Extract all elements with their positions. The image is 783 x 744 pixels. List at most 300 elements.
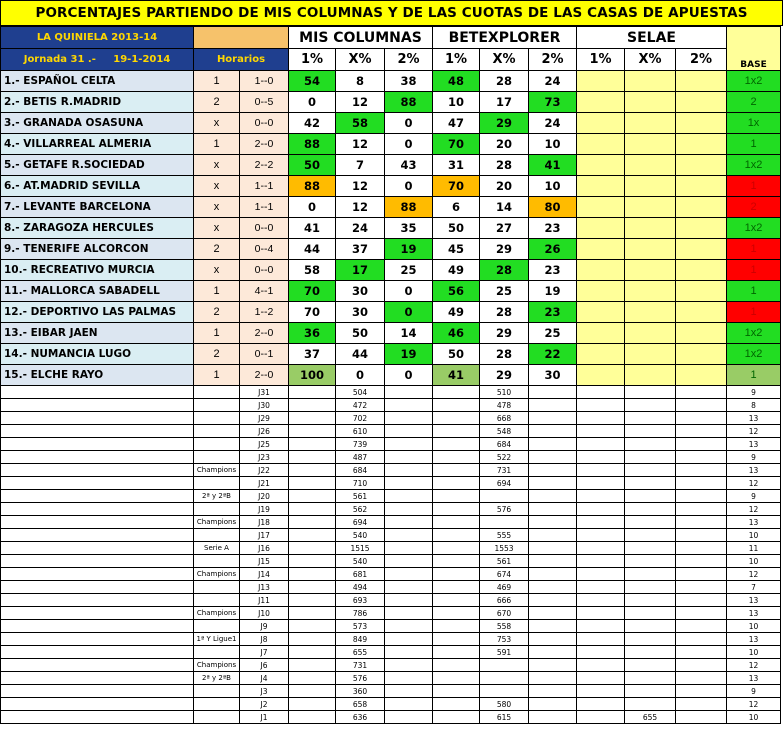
history-bet: 694 [480, 477, 529, 490]
mis-columnas-value: 30 [336, 302, 385, 323]
mis-columnas-value: 58 [336, 113, 385, 134]
history-empty [1, 594, 194, 607]
history-empty [433, 451, 480, 464]
history-empty [385, 711, 433, 724]
history-empty [529, 542, 577, 555]
betexplorer-value: 29 [480, 323, 529, 344]
base-value: 1x [727, 113, 781, 134]
history-mis: 540 [336, 529, 385, 542]
history-empty [433, 477, 480, 490]
history-base: 12 [727, 425, 781, 438]
history-mis: 561 [336, 490, 385, 503]
sub-header: 1% [577, 49, 625, 71]
history-empty [1, 477, 194, 490]
history-bet: 674 [480, 568, 529, 581]
history-mis: 494 [336, 581, 385, 594]
date-label: 19-1-2014 [113, 54, 171, 65]
history-jornada: J29 [240, 412, 289, 425]
mis-columnas-value: 0 [385, 365, 433, 386]
history-empty [1, 386, 194, 399]
mis-columnas-value: 12 [336, 176, 385, 197]
history-empty [676, 438, 727, 451]
match-name: 10.- RECREATIVO MURCIA [1, 260, 194, 281]
match-row [1, 239, 781, 260]
history-base: 13 [727, 672, 781, 685]
base-header: BASE [727, 27, 781, 71]
horarios-header: Horarios [194, 49, 289, 71]
history-empty [1, 633, 194, 646]
betexplorer-value: 50 [433, 218, 480, 239]
betexplorer-value: 29 [480, 365, 529, 386]
history-row [1, 464, 781, 477]
history-jornada: J1 [240, 711, 289, 724]
history-selae [625, 659, 676, 672]
history-empty [289, 659, 336, 672]
history-empty [289, 646, 336, 659]
history-empty [433, 542, 480, 555]
history-row [1, 451, 781, 464]
history-note [194, 412, 240, 425]
selae-value [625, 281, 676, 302]
history-empty [385, 503, 433, 516]
history-empty [1, 555, 194, 568]
history-mis: 576 [336, 672, 385, 685]
history-jornada: J14 [240, 568, 289, 581]
history-mis: 610 [336, 425, 385, 438]
base-value: 1 [727, 239, 781, 260]
history-jornada: J23 [240, 451, 289, 464]
history-note: Champions [194, 516, 240, 529]
selae-value [676, 323, 727, 344]
selae-value [676, 281, 727, 302]
history-empty [529, 711, 577, 724]
history-empty [529, 399, 577, 412]
history-empty [385, 386, 433, 399]
history-jornada: J8 [240, 633, 289, 646]
history-jornada: J4 [240, 672, 289, 685]
match-result: 2--0 [240, 134, 289, 155]
selae-value [625, 71, 676, 92]
betexplorer-value: 28 [480, 344, 529, 365]
history-empty [529, 464, 577, 477]
history-empty [385, 464, 433, 477]
history-empty [529, 568, 577, 581]
mis-columnas-value: 42 [289, 113, 336, 134]
match-name: 2.- BETIS R.MADRID [1, 92, 194, 113]
history-bet: 1553 [480, 542, 529, 555]
sub-header: 1% [433, 49, 480, 71]
history-selae [625, 568, 676, 581]
history-bet: 561 [480, 555, 529, 568]
betexplorer-value: 70 [433, 134, 480, 155]
history-empty [385, 659, 433, 672]
history-empty [1, 529, 194, 542]
history-empty [385, 438, 433, 451]
history-jornada: J7 [240, 646, 289, 659]
history-empty [1, 620, 194, 633]
history-empty [577, 425, 625, 438]
betexplorer-value: 6 [433, 197, 480, 218]
history-bet: 469 [480, 581, 529, 594]
history-empty [577, 399, 625, 412]
history-empty [577, 477, 625, 490]
history-selae [625, 581, 676, 594]
betexplorer-value: 10 [433, 92, 480, 113]
betexplorer-value: 46 [433, 323, 480, 344]
match-name: 12.- DEPORTIVO LAS PALMAS [1, 302, 194, 323]
history-empty [433, 711, 480, 724]
history-empty [289, 698, 336, 711]
history-empty [289, 490, 336, 503]
betexplorer-value: 73 [529, 92, 577, 113]
history-empty [289, 555, 336, 568]
history-bet: 576 [480, 503, 529, 516]
match-result: 1--1 [240, 176, 289, 197]
history-selae [625, 607, 676, 620]
history-row [1, 568, 781, 581]
mis-columnas-value: 24 [336, 218, 385, 239]
history-empty [433, 659, 480, 672]
history-selae [625, 399, 676, 412]
history-selae [625, 386, 676, 399]
history-empty [433, 503, 480, 516]
history-jornada: J2 [240, 698, 289, 711]
base-value: 1x2 [727, 344, 781, 365]
betexplorer-value: 24 [529, 113, 577, 134]
history-bet: 731 [480, 464, 529, 477]
history-empty [676, 516, 727, 529]
selae-value [625, 113, 676, 134]
match-sign: 2 [194, 92, 240, 113]
mis-columnas-value: 0 [336, 365, 385, 386]
selae-value [577, 365, 625, 386]
sub-header: X% [336, 49, 385, 71]
history-empty [529, 386, 577, 399]
base-value: 1 [727, 134, 781, 155]
history-empty [577, 607, 625, 620]
betexplorer-value: 41 [529, 155, 577, 176]
history-jornada: J25 [240, 438, 289, 451]
history-row [1, 594, 781, 607]
history-mis: 710 [336, 477, 385, 490]
history-mis: 739 [336, 438, 385, 451]
history-empty [676, 399, 727, 412]
history-empty [529, 594, 577, 607]
history-empty [289, 516, 336, 529]
selae-value [625, 197, 676, 218]
history-empty [529, 451, 577, 464]
history-mis: 562 [336, 503, 385, 516]
history-empty [433, 581, 480, 594]
mis-columnas-value: 17 [336, 260, 385, 281]
history-note [194, 555, 240, 568]
betexplorer-value: 29 [480, 113, 529, 134]
history-empty [1, 698, 194, 711]
history-row [1, 542, 781, 555]
base-value: 1x2 [727, 71, 781, 92]
history-empty [433, 386, 480, 399]
history-empty [385, 399, 433, 412]
history-empty [1, 568, 194, 581]
mis-columnas-value: 7 [336, 155, 385, 176]
history-empty [289, 607, 336, 620]
mis-columnas-value: 58 [289, 260, 336, 281]
history-empty [529, 685, 577, 698]
history-note [194, 438, 240, 451]
history-row [1, 607, 781, 620]
match-sign: 1 [194, 134, 240, 155]
history-empty [385, 568, 433, 581]
history-note [194, 594, 240, 607]
history-empty [577, 464, 625, 477]
history-empty [676, 542, 727, 555]
history-note: Champions [194, 568, 240, 581]
history-empty [1, 412, 194, 425]
sub-header: 2% [529, 49, 577, 71]
history-note [194, 698, 240, 711]
history-empty [433, 412, 480, 425]
history-bet: 670 [480, 607, 529, 620]
betexplorer-value: 49 [433, 302, 480, 323]
selae-value [625, 239, 676, 260]
history-empty [289, 685, 336, 698]
selae-value [625, 155, 676, 176]
history-selae [625, 529, 676, 542]
history-empty [289, 711, 336, 724]
history-empty [385, 490, 433, 503]
history-mis: 636 [336, 711, 385, 724]
history-selae [625, 412, 676, 425]
betexplorer-value: 25 [529, 323, 577, 344]
history-selae [625, 464, 676, 477]
betexplorer-value: 30 [529, 365, 577, 386]
betexplorer-value: 50 [433, 344, 480, 365]
jornada-label: Jornada 31 .- [23, 54, 96, 65]
history-empty [1, 607, 194, 620]
history-row [1, 516, 781, 529]
history-note [194, 685, 240, 698]
betexplorer-value: 28 [480, 260, 529, 281]
history-row [1, 646, 781, 659]
history-empty [289, 620, 336, 633]
base-value: 1 [727, 302, 781, 323]
history-empty [385, 529, 433, 542]
match-result: 0--0 [240, 260, 289, 281]
mis-columnas-value: 88 [289, 176, 336, 197]
betexplorer-value: 23 [529, 260, 577, 281]
history-base: 9 [727, 685, 781, 698]
history-empty [577, 633, 625, 646]
history-empty [577, 438, 625, 451]
history-jornada: J22 [240, 464, 289, 477]
history-empty [289, 386, 336, 399]
history-row [1, 555, 781, 568]
betexplorer-value: 22 [529, 344, 577, 365]
history-note [194, 477, 240, 490]
history-empty [577, 659, 625, 672]
history-empty [529, 581, 577, 594]
match-result: 2--0 [240, 323, 289, 344]
history-row [1, 685, 781, 698]
history-empty [529, 529, 577, 542]
match-name: 15.- ELCHE RAYO [1, 365, 194, 386]
history-empty [289, 438, 336, 451]
history-jornada: J26 [240, 425, 289, 438]
match-result: 2--0 [240, 365, 289, 386]
match-sign: 1 [194, 365, 240, 386]
history-empty [433, 516, 480, 529]
history-empty [289, 542, 336, 555]
history-empty [676, 620, 727, 633]
history-mis: 504 [336, 386, 385, 399]
mis-columnas-value: 0 [289, 92, 336, 113]
history-empty [577, 516, 625, 529]
mis-columnas-value: 88 [289, 134, 336, 155]
match-row [1, 218, 781, 239]
history-note: Champions [194, 659, 240, 672]
mis-columnas-value: 38 [385, 71, 433, 92]
history-jornada: J21 [240, 477, 289, 490]
betexplorer-value: 47 [433, 113, 480, 134]
group-mis-columnas: MIS COLUMNAS [289, 27, 433, 49]
betexplorer-value: 26 [529, 239, 577, 260]
history-base: 13 [727, 633, 781, 646]
base-value: 1 [727, 260, 781, 281]
selae-value [676, 113, 727, 134]
history-selae [625, 646, 676, 659]
selae-value [676, 239, 727, 260]
history-empty [433, 633, 480, 646]
history-empty [676, 659, 727, 672]
history-base: 12 [727, 503, 781, 516]
selae-value [676, 218, 727, 239]
history-mis: 487 [336, 451, 385, 464]
history-mis: 694 [336, 516, 385, 529]
history-mis: 693 [336, 594, 385, 607]
history-base: 9 [727, 451, 781, 464]
history-jornada: J19 [240, 503, 289, 516]
match-sign: x [194, 113, 240, 134]
mis-columnas-value: 0 [289, 197, 336, 218]
history-bet: 555 [480, 529, 529, 542]
history-empty [385, 633, 433, 646]
mis-columnas-value: 43 [385, 155, 433, 176]
history-empty [433, 490, 480, 503]
base-value: 1x2 [727, 323, 781, 344]
history-empty [577, 542, 625, 555]
betexplorer-value: 80 [529, 197, 577, 218]
history-note [194, 529, 240, 542]
history-mis: 731 [336, 659, 385, 672]
history-selae [625, 438, 676, 451]
mis-columnas-value: 0 [385, 302, 433, 323]
history-base: 12 [727, 659, 781, 672]
selae-value [676, 134, 727, 155]
match-sign: x [194, 197, 240, 218]
match-result: 0--0 [240, 113, 289, 134]
history-row [1, 620, 781, 633]
history-row [1, 581, 781, 594]
history-base: 10 [727, 529, 781, 542]
match-row [1, 176, 781, 197]
match-name: 8.- ZARAGOZA HERCULES [1, 218, 194, 239]
history-empty [577, 594, 625, 607]
history-empty [1, 438, 194, 451]
selae-value [577, 281, 625, 302]
history-jornada: J16 [240, 542, 289, 555]
match-sign: 2 [194, 239, 240, 260]
mis-columnas-value: 35 [385, 218, 433, 239]
history-empty [385, 646, 433, 659]
mis-columnas-value: 14 [385, 323, 433, 344]
history-base: 12 [727, 477, 781, 490]
mis-columnas-value: 37 [289, 344, 336, 365]
history-note [194, 711, 240, 724]
base-value: 2 [727, 197, 781, 218]
history-jornada: J30 [240, 399, 289, 412]
history-empty [676, 503, 727, 516]
base-value: 1 [727, 281, 781, 302]
selae-value [676, 92, 727, 113]
history-empty [529, 412, 577, 425]
match-name: 5.- GETAFE R.SOCIEDAD [1, 155, 194, 176]
history-empty [1, 490, 194, 503]
history-selae [625, 477, 676, 490]
betexplorer-value: 20 [480, 176, 529, 197]
match-name: 1.- ESPAÑOL CELTA [1, 71, 194, 92]
history-empty [289, 412, 336, 425]
history-bet [480, 685, 529, 698]
match-row [1, 113, 781, 134]
sub-header: 1% [289, 49, 336, 71]
selae-value [625, 260, 676, 281]
sub-header: X% [480, 49, 529, 71]
history-empty [676, 412, 727, 425]
betexplorer-value: 49 [433, 260, 480, 281]
betexplorer-value: 10 [529, 134, 577, 155]
history-row [1, 490, 781, 503]
mis-columnas-value: 44 [336, 344, 385, 365]
history-empty [433, 685, 480, 698]
history-row [1, 672, 781, 685]
history-empty [433, 646, 480, 659]
mis-columnas-value: 12 [336, 134, 385, 155]
betexplorer-value: 31 [433, 155, 480, 176]
match-name: 7.- LEVANTE BARCELONA [1, 197, 194, 218]
history-row [1, 386, 781, 399]
history-mis: 786 [336, 607, 385, 620]
history-selae [625, 698, 676, 711]
history-note [194, 646, 240, 659]
history-selae [625, 451, 676, 464]
history-bet: 510 [480, 386, 529, 399]
history-base: 12 [727, 698, 781, 711]
betexplorer-value: 24 [529, 71, 577, 92]
betexplorer-value: 20 [480, 134, 529, 155]
history-empty [433, 464, 480, 477]
base-value: 2 [727, 92, 781, 113]
history-bet: 522 [480, 451, 529, 464]
history-mis: 681 [336, 568, 385, 581]
history-selae [625, 503, 676, 516]
history-empty [385, 685, 433, 698]
history-note: Serie A [194, 542, 240, 555]
mis-columnas-value: 19 [385, 239, 433, 260]
selae-value [577, 197, 625, 218]
match-row [1, 260, 781, 281]
mis-columnas-value: 0 [385, 113, 433, 134]
season-label: LA QUINIELA 2013-14 [1, 27, 194, 49]
